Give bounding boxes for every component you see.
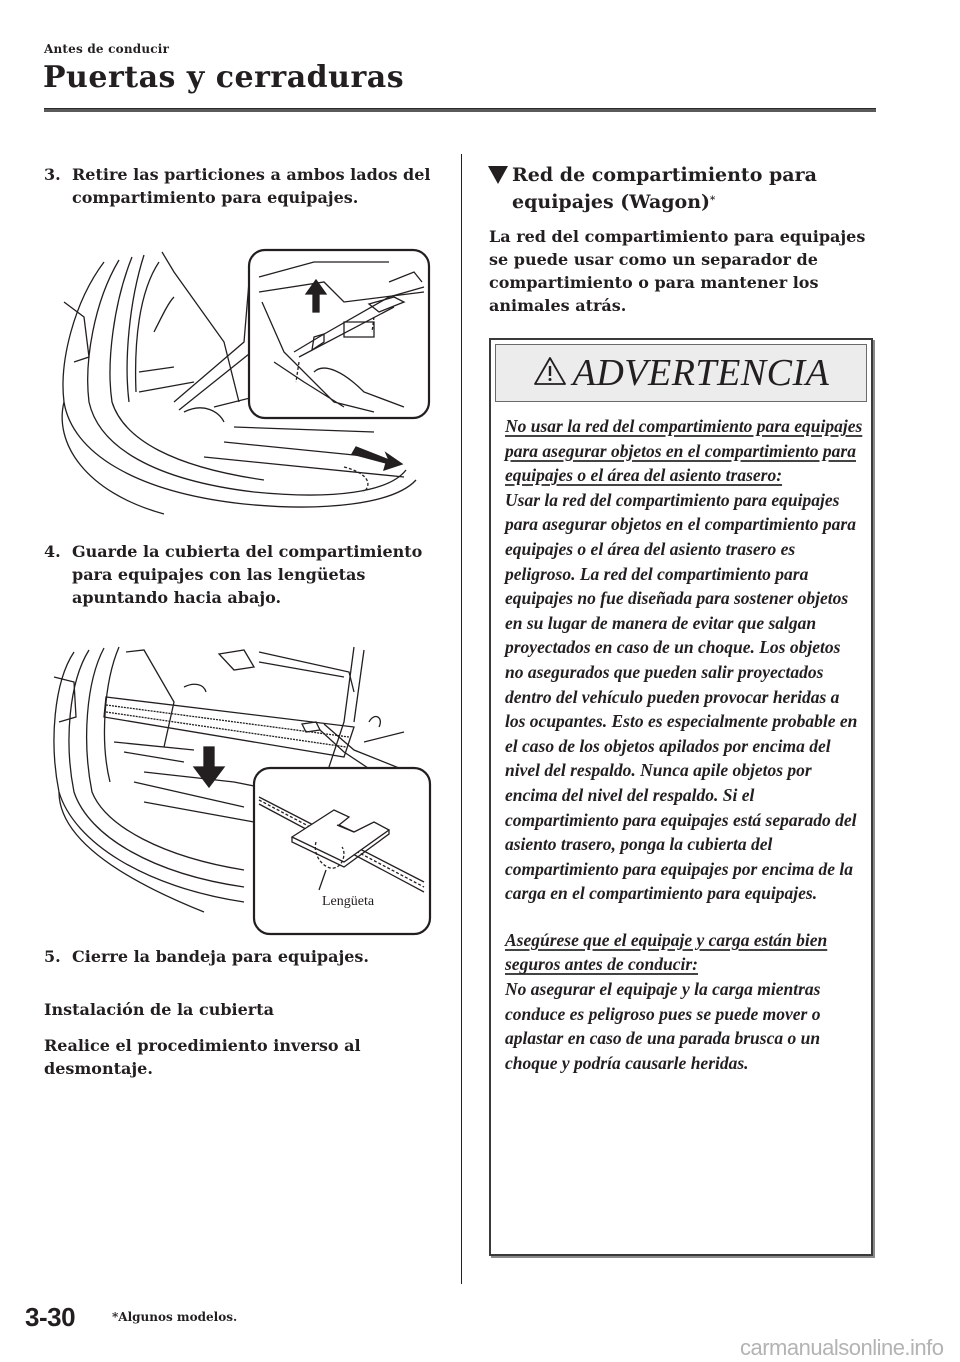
section-label: Antes de conducir [44, 42, 170, 56]
triangle-marker-icon [488, 166, 508, 184]
step-5 [44, 945, 444, 968]
cargo-net-intro: La red del compartimiento para equipajes se puede usar como un separador de compartimiento o para mantener los animales atrás. [489, 227, 866, 315]
warning-body [505, 414, 863, 1075]
figure-store-cover [44, 642, 434, 938]
page-number: 3-30 [25, 1302, 76, 1332]
step-text: Retire las particiones a ambos lados del compartimiento para equipajes. [72, 165, 431, 207]
warning-block2-text: No asegurar el equipaje y la carga mientras conduce es peligroso pues se puede mover o aplastar en caso de una parada brusca o un choque y podría causarle heridas. [505, 979, 821, 1073]
warning-title: ADVERTENCIA [572, 352, 830, 394]
watermark: carmanualsonline.info [740, 1335, 944, 1360]
step-text: Guarde la cubierta del compartimiento para equipajes con las lengüetas apuntando hacia abajo. [72, 542, 423, 607]
warning-box [489, 338, 873, 1256]
heading-text: Red de compartimiento para equipajes (Wagon) [512, 164, 817, 213]
install-heading: Instalación de la cubierta [44, 1000, 274, 1019]
step-text: Cierre la bandeja para equipajes. [72, 947, 369, 966]
warning-header [495, 344, 867, 402]
callout-label-lengueta: Lengüeta [322, 894, 375, 909]
column-divider [461, 154, 462, 1284]
warning-block2-heading: Asegúrese que el equipaje y carga están bien seguros antes de conducir: [505, 929, 828, 975]
section-heading-cargo-net [488, 162, 868, 216]
warning-triangle-icon [533, 356, 567, 386]
install-text: Realice el procedimiento inverso al desmontaje. [44, 1036, 361, 1078]
footnote: *Algunos modelos. [112, 1310, 238, 1324]
warning-block1-heading: No usar la red del compartimiento para equipajes para asegurar objetos en el compartimiento para equipajes o el área del asiento trasero: [505, 416, 863, 486]
step-number: 5. [44, 947, 61, 966]
step-4 [44, 540, 444, 609]
heading-asterisk: * [710, 195, 716, 206]
warning-block1-text: Usar la red del compartimiento para equipajes para asegurar objetos en el compartimiento para equipajes o el área del asiento trasero es peligroso. La red del compartimiento para equipajes no fue diseñada para sostener objetos en su lugar de manera de evitar que salgan proyectados en caso de un choque. Los objetos no asegurados que pueden salir proyectados dentro del vehículo pueden provocar heridas a los ocupantes. Esto es especialmente probable en el caso de los objetos apilados por encima del nivel del respaldo. Nunca apile objetos por encima del nivel del respaldo. Si el compartimiento para equipajes está separado del asiento trasero, ponga la cubierta del compartimiento para equipajes por encima de la carga en el compartimiento para equipajes. [505, 489, 858, 904]
header-rule [44, 108, 876, 112]
step-number: 3. [44, 165, 61, 184]
page-title: Puertas y cerraduras [43, 60, 405, 95]
step-3 [44, 163, 444, 209]
figure-remove-partitions [44, 242, 444, 522]
step-number: 4. [44, 542, 61, 561]
